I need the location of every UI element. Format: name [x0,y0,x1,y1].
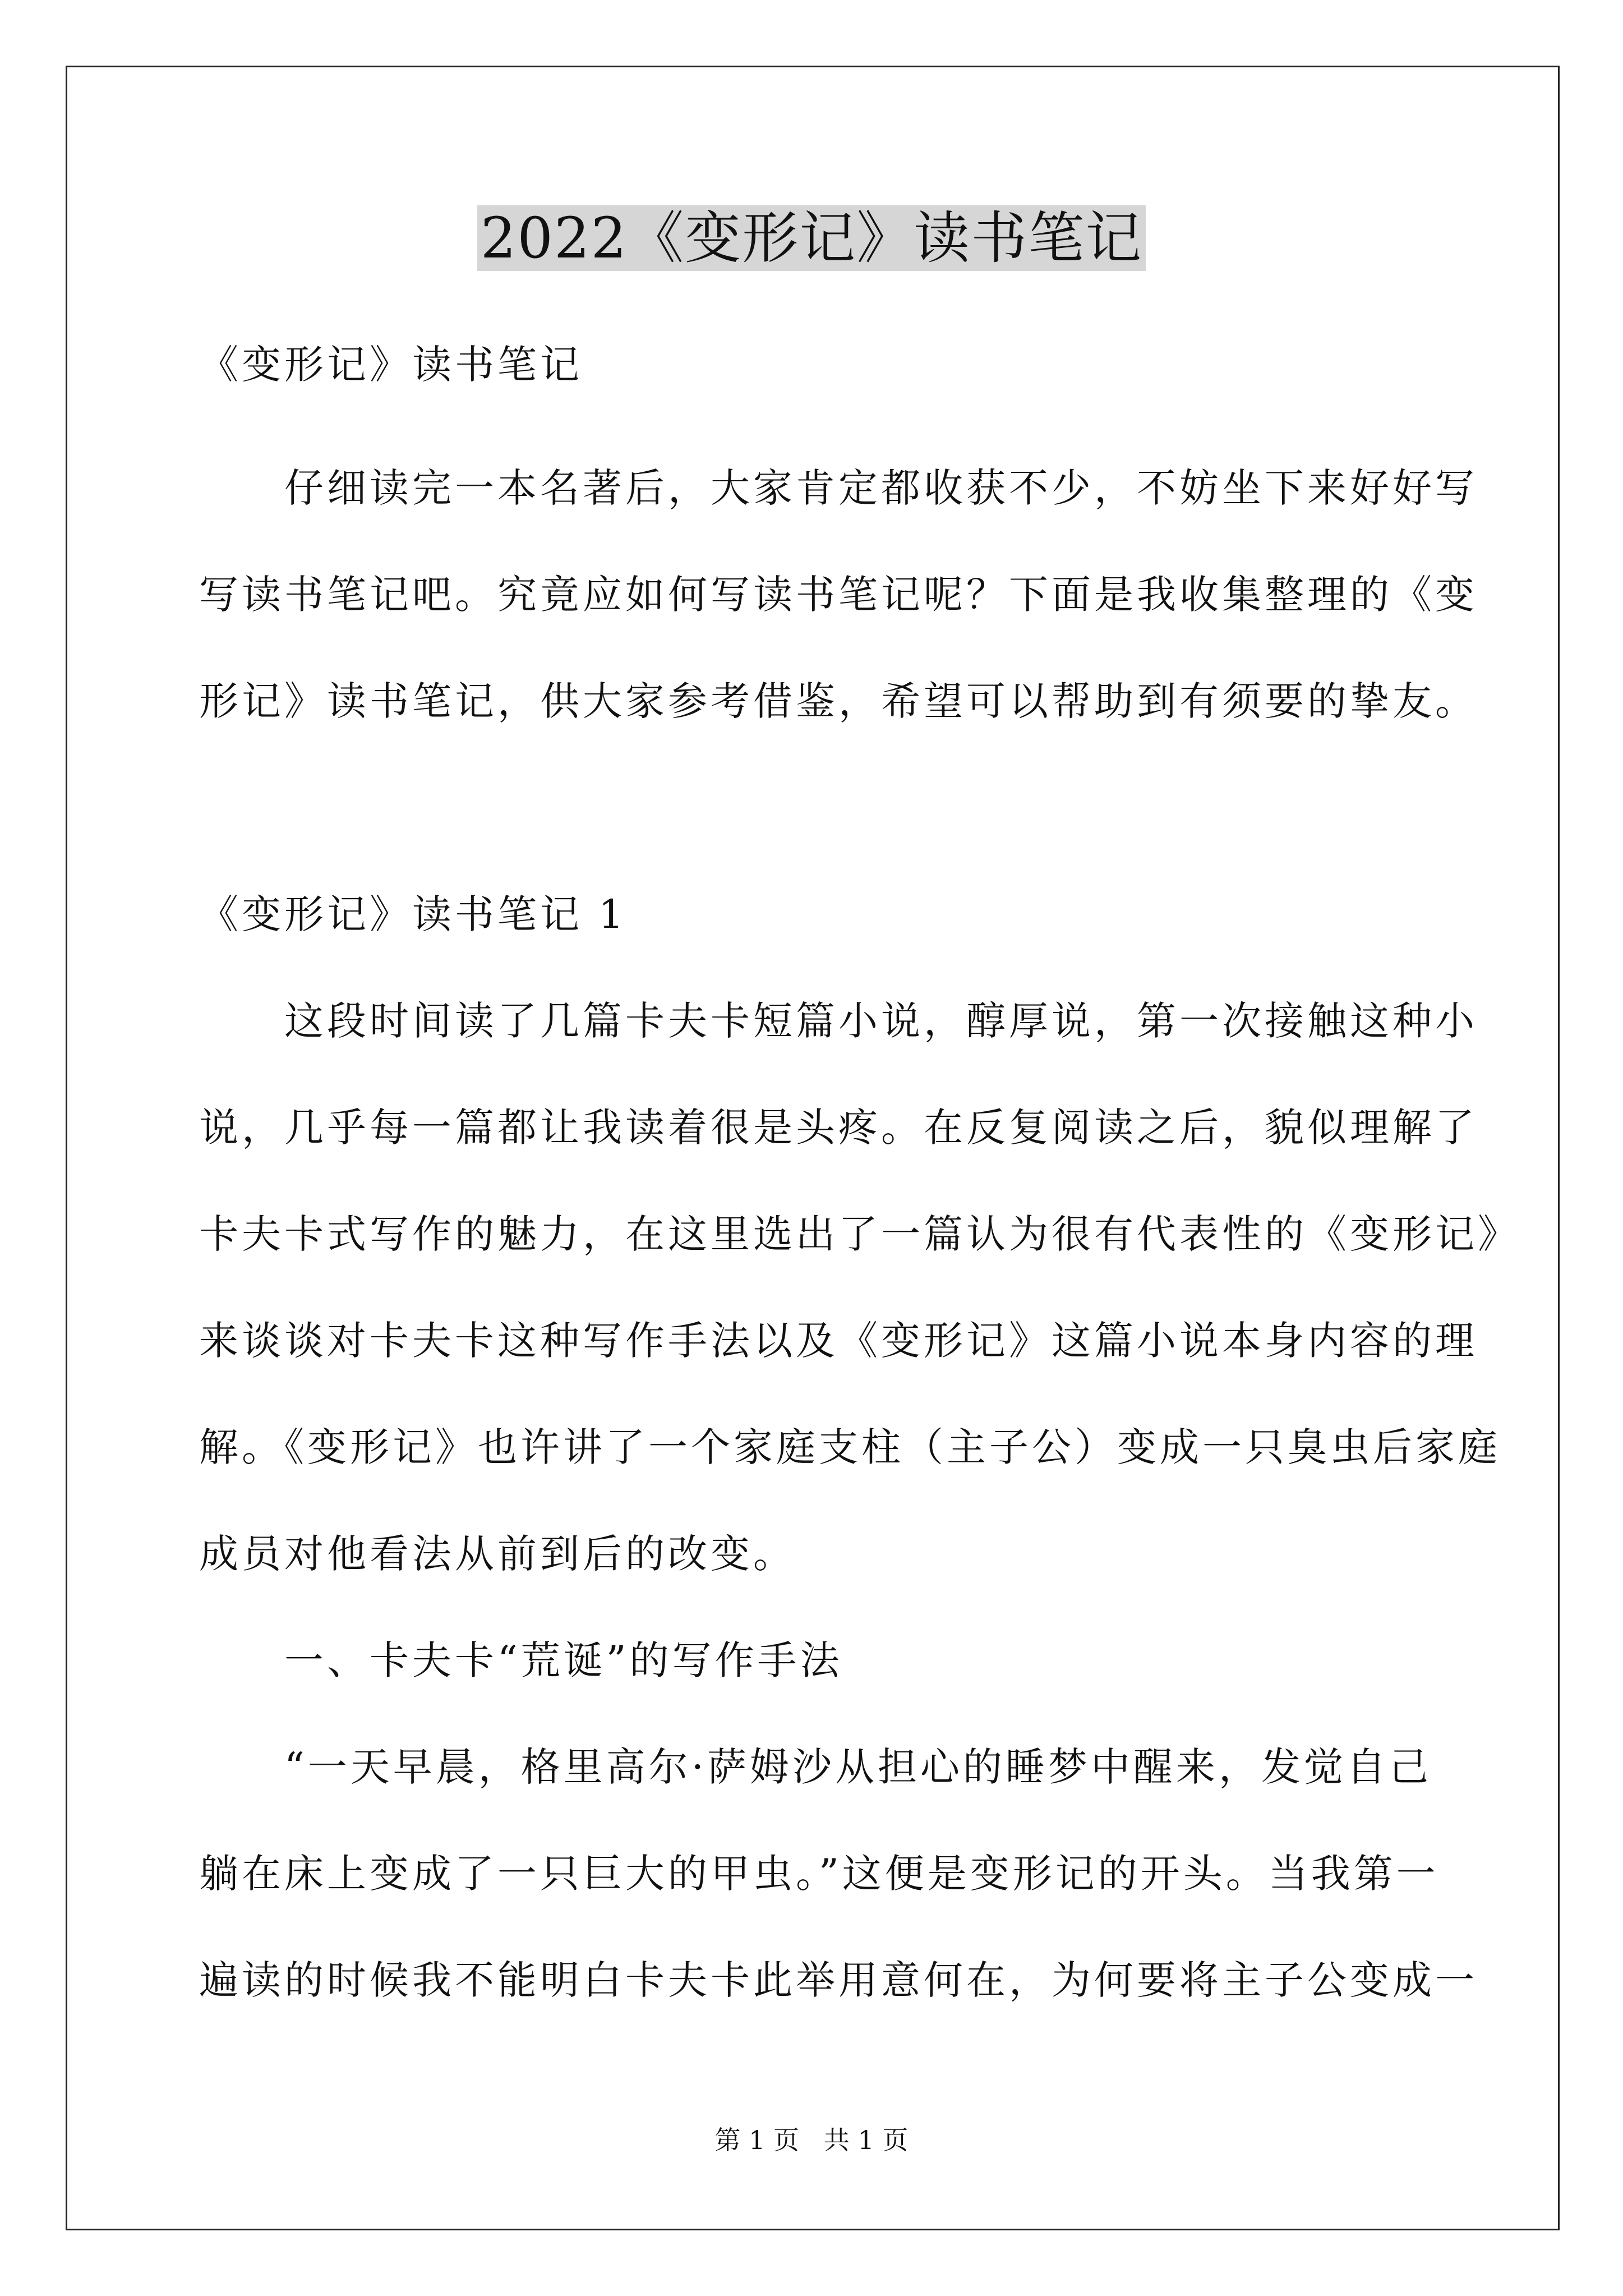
intro-line: 写读书笔记吧。究竟应如何写读书笔记呢？下面是我收集整理的《变 [199,572,1478,618]
paragraph-line: 这段时间读了几篇卡夫卡短篇小说，醇厚说，第一次接触这种小 [199,998,1478,1044]
paragraph-line: “一天早晨，格里高尔·萨姆沙从担心的睡梦中醒来，发觉自己 [199,1744,1432,1790]
document-title [0,196,1623,280]
document-subtitle-block [199,311,1455,418]
paragraph-line: 解。《变形记》也许讲了一个家庭支柱（主子公）变成一只臭虫后家庭 [199,1424,1501,1470]
subheading: 一、卡夫卡“荒诞”的写作手法 [199,1637,843,1683]
paragraph-line: 说，几乎每一篇都让我读着很是头疼。在反复阅读之后，貌似理解了 [199,1105,1478,1151]
paragraph-line: 躺在床上变成了一只巨大的甲虫。”这便是变形记的开头。当我第一 [199,1851,1439,1897]
section-heading-block [199,861,1455,968]
paragraph-line: 卡夫卡式写作的魅力，在这里选出了一篇认为很有代表性的《变形记》 [199,1211,1520,1257]
section-heading: 《变形记》读书笔记 1 [199,891,627,937]
intro-paragraph [199,435,1478,754]
intro-line: 仔细读完一本名著后，大家肯定都收获不少，不妨坐下来好好写 [199,465,1478,511]
page-footer: 第 1 页 共 1 页 [714,2125,909,2155]
paragraph-line: 成员对他看法从前到后的改变。 [199,1531,796,1577]
document-subtitle: 《变形记》读书笔记 [199,342,583,388]
paragraph-line: 遍读的时候我不能明白卡夫卡此举用意何在，为何要将主子公变成一 [199,1957,1478,2003]
intro-line: 形记》读书笔记，供大家参考借鉴，希望可以帮助到有须要的挚友。 [199,678,1478,724]
document-title-text: 2022《变形记》读书笔记 [477,205,1146,271]
paragraph-line: 来谈谈对卡夫卡这种写作手法以及《变形记》这篇小说本身内容的理 [199,1318,1478,1364]
paragraph-1 [199,968,1520,2033]
